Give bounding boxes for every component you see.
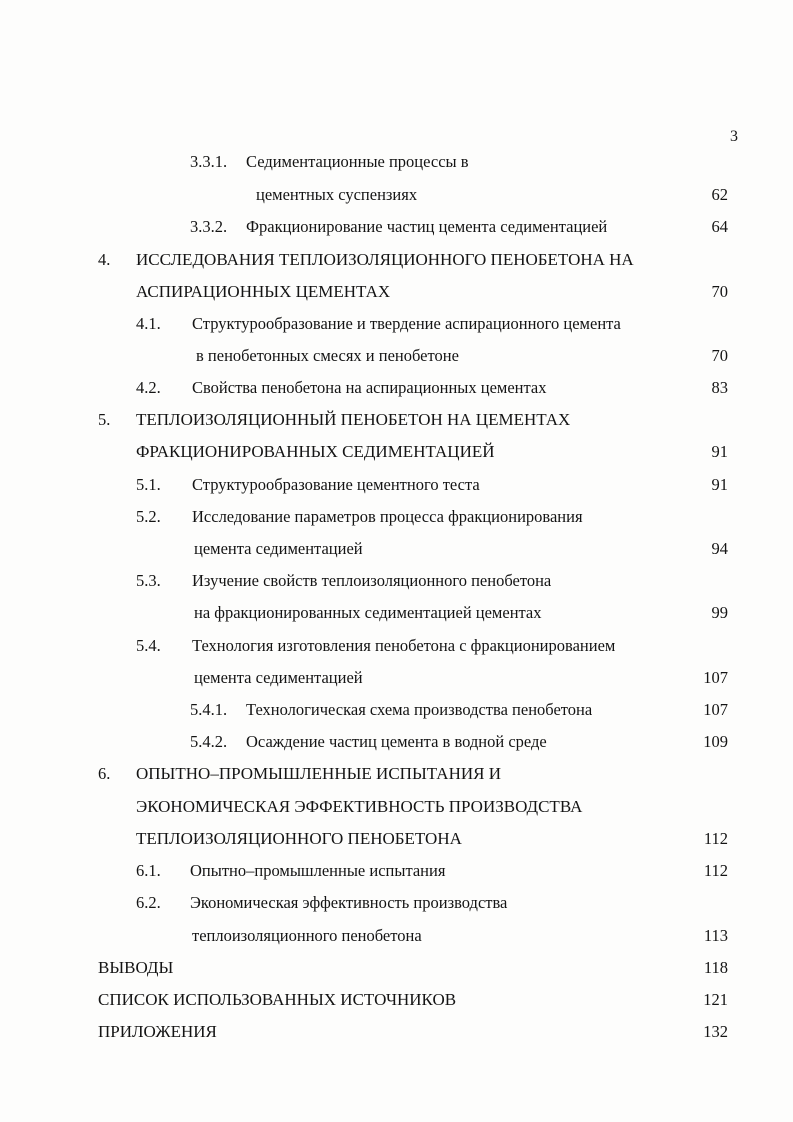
toc-entry-title: ИССЛЕДОВАНИЯ ТЕПЛОИЗОЛЯЦИОННОГО ПЕНОБЕТОНА НА: [136, 250, 634, 269]
toc-entry-title-continued: теплоизоляционного пенобетона: [192, 926, 422, 945]
toc-entry-title: Структурообразование и твердение аспирационного цемента: [192, 314, 621, 333]
toc-entry-title-continued: цемента седиментацией: [194, 668, 363, 687]
toc-entry-number: 5.3.: [136, 571, 161, 590]
toc-entry-page: 91: [711, 475, 728, 494]
toc-entry-page: 99: [711, 603, 728, 622]
toc-entry-number: 4.2.: [136, 378, 161, 397]
toc-entry-title: Осаждение частиц цемента в водной среде: [246, 732, 547, 751]
toc-entry-page: 113: [703, 926, 728, 945]
toc-entry-page: 112: [703, 861, 728, 880]
toc-entry-page: 121: [703, 990, 728, 1009]
toc-entry-page: 107: [703, 700, 728, 719]
toc-entry-title: Фракционирование частиц цемента седиментацией: [246, 217, 608, 236]
toc-entry-title: Изучение свойств теплоизоляционного пенобетона: [192, 571, 552, 590]
toc-entry-number: 5.1.: [136, 475, 161, 494]
toc-entry-number: 5.4.2.: [190, 732, 228, 751]
toc-entry-title: ПРИЛОЖЕНИЯ: [98, 1022, 217, 1041]
toc-entry-page: 62: [711, 185, 728, 204]
toc-entry-title: Свойства пенобетона на аспирационных цементах: [192, 378, 547, 397]
toc-entry-page: 91: [711, 442, 728, 461]
toc-entry-title: Технологическая схема производства пенобетона: [246, 700, 593, 719]
toc-entry-title: СПИСОК ИСПОЛЬЗОВАННЫХ ИСТОЧНИКОВ: [98, 990, 457, 1009]
toc-entry-title-continued: ФРАКЦИОНИРОВАННЫХ СЕДИМЕНТАЦИЕЙ: [136, 442, 495, 461]
toc-entry-title: ТЕПЛОИЗОЛЯЦИОННЫЙ ПЕНОБЕТОН НА ЦЕМЕНТАХ: [136, 410, 571, 429]
toc-entry-number: 4.: [98, 250, 111, 269]
toc-entry-title-continued: в пенобетонных смесях и пенобетоне: [196, 346, 459, 365]
page-number: 3: [730, 128, 738, 145]
toc-entry-number: 3.3.1.: [190, 152, 228, 171]
toc-entry-title-continued: ТЕПЛОИЗОЛЯЦИОННОГО ПЕНОБЕТОНА: [136, 829, 462, 848]
toc-entry-title: Седиментационные процессы в: [246, 152, 469, 171]
toc-entry-title: ОПЫТНО–ПРОМЫШЛЕННЫЕ ИСПЫТАНИЯ И: [136, 764, 502, 783]
toc-entry-title: Опытно–промышленные испытания: [190, 861, 446, 880]
toc-entry-page: 132: [703, 1022, 728, 1041]
toc-entry-title: Исследование параметров процесса фракционирования: [192, 507, 583, 526]
toc-entry-title: ВЫВОДЫ: [98, 958, 174, 977]
toc-entry-number: 5.: [98, 410, 111, 429]
toc-entry-title-continued: на фракционированных седиментацией цементах: [194, 603, 542, 622]
toc-entry-number: 6.2.: [136, 893, 161, 912]
toc-entry-title: Технология изготовления пенобетона с фракционированием: [192, 636, 616, 655]
toc-entry-page: 118: [703, 958, 728, 977]
toc-entry-page: 94: [711, 539, 728, 558]
toc-entry-number: 3.3.2.: [190, 217, 228, 236]
toc-entry-page: 64: [711, 217, 728, 236]
toc-entry-number: 5.4.: [136, 636, 161, 655]
toc-entry-page: 112: [703, 829, 728, 848]
toc-entry-page: 83: [711, 378, 728, 397]
toc-entry-title-continued: ЭКОНОМИЧЕСКАЯ ЭФФЕКТИВНОСТЬ ПРОИЗВОДСТВА: [136, 797, 583, 816]
toc-entry-title: Экономическая эффективность производства: [190, 893, 508, 912]
toc-entry-page: 107: [703, 668, 728, 687]
toc-entry-number: 5.4.1.: [190, 700, 228, 719]
toc-entry-number: 6.: [98, 764, 111, 783]
toc-entry-page: 70: [711, 282, 728, 301]
toc-entry-page: 109: [703, 732, 728, 751]
toc-entry-title-continued: цемента седиментацией: [194, 539, 363, 558]
toc-entry-page: 70: [711, 346, 728, 365]
toc-entry-title: Структурообразование цементного теста: [192, 475, 480, 494]
toc-entry-title-continued: АСПИРАЦИОННЫХ ЦЕМЕНТАХ: [136, 282, 391, 301]
toc-entry-number: 5.2.: [136, 507, 161, 526]
toc-entry-number: 6.1.: [136, 861, 161, 880]
toc-entry-title-continued: цементных суспензиях: [256, 185, 418, 204]
toc-entry-number: 4.1.: [136, 314, 161, 333]
